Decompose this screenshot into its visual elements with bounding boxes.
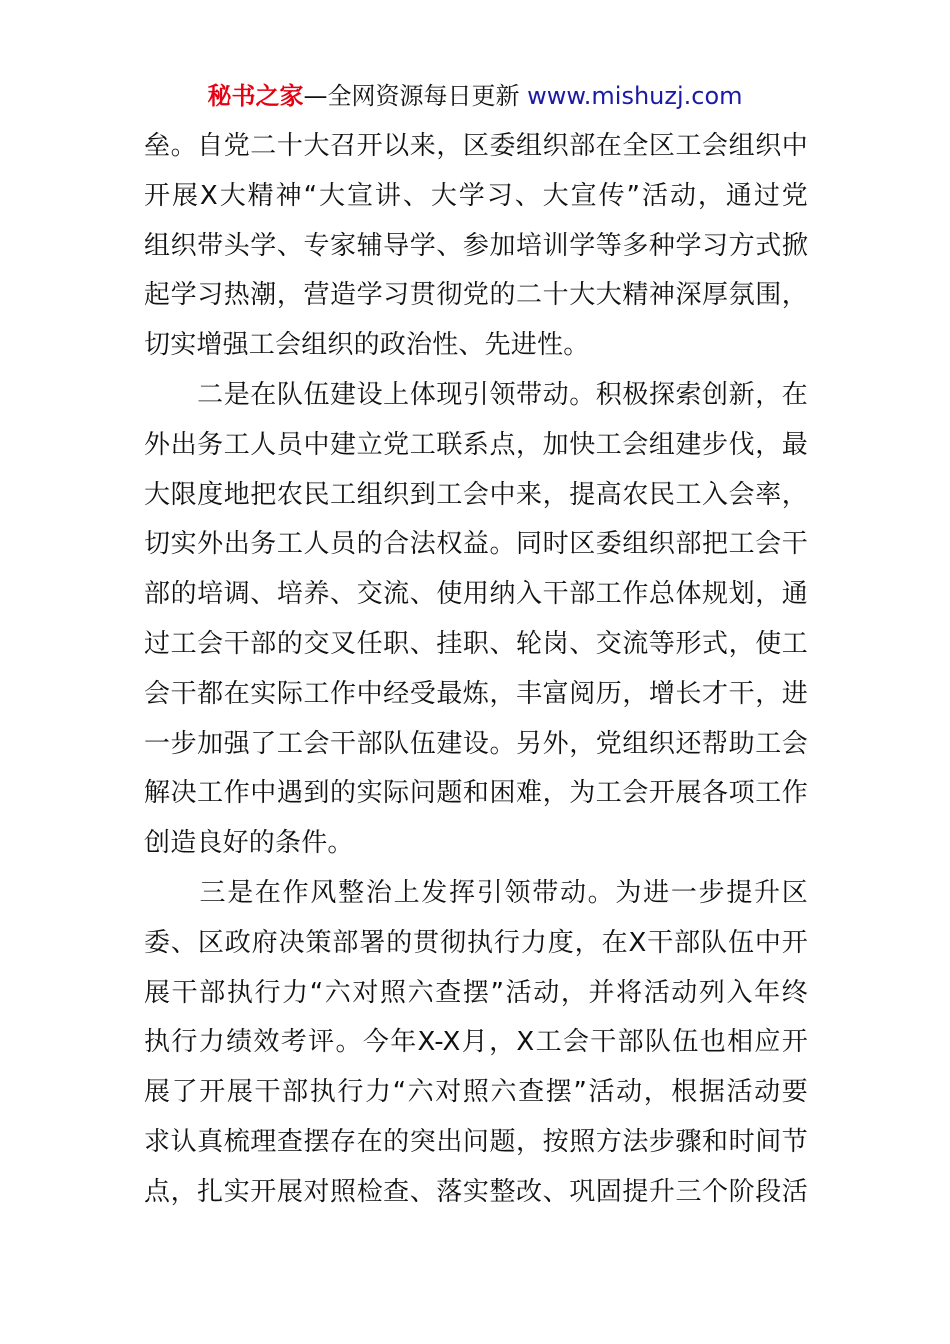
text-line: 外出务工人员中建立党工联系点，加快工会组建步伐，最: [144, 429, 808, 460]
text-line: 切实外出务工人员的合法权益。同时区委组织部把工会干: [144, 529, 808, 560]
brand-name: 秘书之家: [207, 82, 304, 110]
text-line: 二是在队伍建设上体现引领带动。积极探索创新，在: [144, 379, 808, 410]
text-line: 执行力绩效考评。今年X-X月，X工会干部队伍也相应开: [144, 1027, 808, 1058]
text-line: 起学习热潮，营造学习贯彻党的二十大大精神深厚氛围，: [144, 280, 808, 311]
header-url-link[interactable]: www.mishuzj.com: [527, 82, 743, 110]
text-line: 会干都在实际工作中经受最炼，丰富阅历，增长才干，进: [144, 678, 808, 709]
text-line: 大限度地把农民工组织到工会中来，提高农民工入会率，: [144, 479, 808, 510]
text-line: 一步加强了工会干部队伍建设。另外，党组织还帮助工会: [144, 728, 808, 759]
text-line: 三是在作风整治上发挥引领带动。为进一步提升区: [144, 877, 808, 908]
text-line: 展干部执行力“六对照六查摆”活动，并将活动列入年终: [144, 977, 808, 1008]
text-line: 部的培调、培养、交流、使用纳入干部工作总体规划，通: [144, 579, 808, 610]
text-line: 垒。自党二十大召开以来，区委组织部在全区工会组织中: [144, 131, 808, 161]
page-header: [0, 80, 950, 112]
text-line: 创造良好的条件。: [144, 828, 354, 859]
text-line: 求认真梳理查摆存在的突出问题，按照方法步骤和时间节: [144, 1126, 808, 1157]
text-line: 过工会干部的交叉任职、挂职、轮岗、交流等形式，使工: [144, 628, 808, 659]
text-line: 委、区政府决策部署的贯彻执行力度，在X干部队伍中开: [144, 927, 808, 958]
text-line: 开展X大精神“大宣讲、大学习、大宣传”活动，通过党: [144, 180, 808, 211]
text-line: 点，扎实开展对照检查、落实整改、巩固提升三个阶段活: [144, 1176, 808, 1207]
text-line: 展了开展干部执行力“六对照六查摆”活动，根据活动要: [144, 1077, 808, 1108]
document-body: [144, 122, 808, 1218]
text-line: 组织带头学、专家辅导学、参加培训学等多种学习方式掀: [144, 230, 808, 261]
text-line: 切实增强工会组织的政治性、先进性。: [144, 330, 590, 361]
header-tagline: —全网资源每日更新: [303, 82, 520, 110]
text-line: 解决工作中遇到的实际问题和困难，为工会开展各项工作: [144, 778, 808, 809]
